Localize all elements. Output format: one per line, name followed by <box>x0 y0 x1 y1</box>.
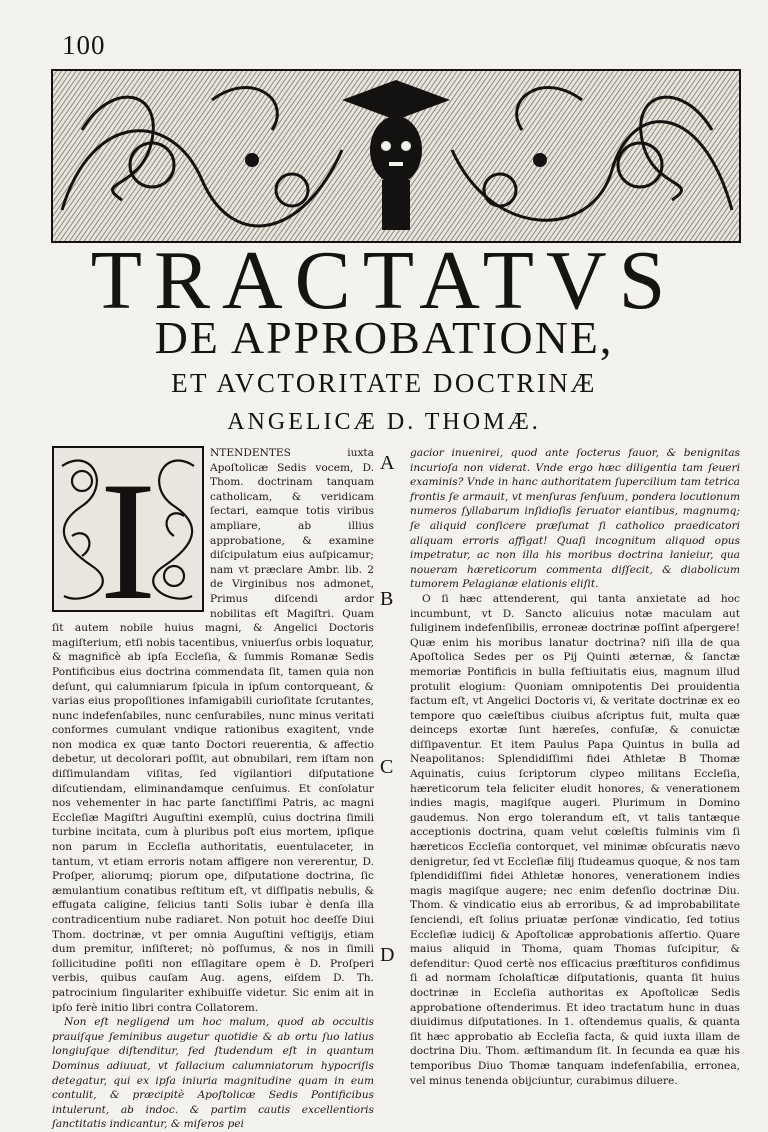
margin-marker-a: A <box>380 452 395 474</box>
page-number: 100 <box>62 30 106 60</box>
title-angelicae: ANGELICÆ D. THOMÆ. <box>227 409 541 435</box>
title-de-approbatione: DE APPROBATIONE, <box>154 312 614 363</box>
right-column <box>410 446 740 1087</box>
margin-marker-c: C <box>380 756 394 778</box>
left-paragraph-1: NTENDENTES iuxta Apoſtolicæ Sedis vocem, D. Thom. doctrinam tanquam catholicam, & veridicam ſectari, eamque totis viribus ampliare, ab illius approbatione, & examine diſcipulatum eius auſpicamur; nam vt præclare Ambr. lib. 2 de Virginibus nos admonet, Primus diſcendi ardor nobilitas eſt Magiſtri. Quam ſit autem nobile huius magni, & Angelici Doctoris magiſterium, etſi nobis tacentibus, vniuerſus orbis loquatur, & magnificè ab ipſa Eccleſia, & ſummis Romanæ Sedis Pontificibus eius doctrina commendata ſit, tamen quia non deſunt, qui calumniarum ſpicula in ipſum contorqueant, & varias eius propoſitiones infamigabili curioſitate ſcrutantes, nunc indefenſabiles, nunc cenſurabiles, nunc minus veritati conformes cumulant vndique rationibus exagitent, vnde non modica ex quæ tanto Doctori reuerentia, & affectio debetur, ut decolorari poſſit, aut obnubilari, rem iſtam non diſſimulandam viſitas, ſed vigilantiori diſputatione diſcutiendam, eliminandamque cenſuimus. Et conſolatur nos vehementer in hac parte ſanctiſſimi Patris, ac magni Eccleſiæ Magiſtri Auguſtini exemplū, cuius doctrina ſimili turbine incitata, cum à pluribus poſt eius mortem, ipſique non parum in Eccleſia authoritatis, euentulaceter, in tantum, vt etiam erroris notam affigere non vererentur, D. Proſper, aliorumq; piorum ope, diſputatione doctrina, ſic æmulantium conatibus reſtitum eſt, vt diſſipatis nebulis, & effugata caligine, ſelicius tanti Solis iubar è denſa illa contradicentium nube radiaret. Non potuit hoc deeſſe Diui Thom. doctrinæ, vt per omnia Auguſtini veſtigijs, etiam dum premitur, inſiſteret; nò poſſumus, & nos in ſimili ſollicitudine poſiti non eſſlagitare opem è D. Proſperi verbis, quibus cauſam Aug. agens, eiſdem D. Th. patrocinium ſingulariter exhibuiſſe videtur. Sic enim ait in ipſo ferè initio libri contra Collatorem. <box>52 447 374 1014</box>
ornamental-headpiece <box>52 70 740 242</box>
drop-cap-ornament <box>52 446 204 635</box>
drop-cap <box>52 446 204 635</box>
margin-marker-b: B <box>380 588 394 610</box>
right-paragraph-1: gacior inuenirei, quod ante ſocterus fauor, & benignitas incurioſa non viderat. Vnde ergo hæc diligentia tam ſeueri examinis? Vnde in hanc authoritatem ſupercilium tam tetrica frontis ſe armauit, vt menſuras ſenſuum, pondera locutionum numeros ſyllabarum inſidioſis ſeruator eiantibus, magnumq; ſe aliquid conſicere præſumat ſi catholico praedicatori aliquam erroris affigat! Quaſi incognitum aliquod opus impetratur, ac non illa his moribus doctrina lanieiur, qua noueram hæreticorum commenta diſſecit, & diabolicum tumorem Pelagianæ elationis eliſit. <box>410 447 740 591</box>
drop-cap-letter: I <box>99 447 157 635</box>
left-paragraph-2: Non eſt negligend um hoc malum, quod ab occultis prauiſque ſeminibus augetur quotidie & ab ortu ſuo latius longiuſque diſtenditur, ſed ſtudendum eſt in quantum Dominus adiuuat, vt fallacium calumniatorum hypocriſis detegatur, qui ex ipſa iniuria magnitudine quam in eum contulit, & præcipitè Apoſtolicæ Sedis Pontificibus intulerunt, ab indoc. & partim cautis excellentioris ſanctitatis indicantur, & miſeros pei <box>52 1016 374 1131</box>
right-paragraph-2: O ſi hæc attenderent, qui tanta anxietate ad hoc incumbunt, vt D. Sancto alicuius notæ maculam aut fuliginem indefenſibilis, erroneæ doctrinæ poſſint aſpergere! Quæ enim his moribus lanatur doctrina? niſi illa de qua Apoſtolica Sedes per os Pij Quinti æternæ, & ſanctæ memoriæ Pontificis in bulla feſtiuitatis eius, magnum illud protulit elogium: Quoniam omnipotentis Dei prouidentia factum eſt, vt Angelici Doctoris vi, & veritate doctrinæ ex eo tempore quo cæleſtibus ciuibus aſcriptus fuit, multa quæ deinceps exortæ ſunt hæreſes, confuſæ, & conuictæ diſſipaventur. Et item Paulus Papa Quintus in bulla ad Neapolitanos: Splendidiſſimi fidei Athletæ B Thomæ Aquinatis, cuius ſcriptorum clypeo militans Eccleſia, hæreticorum tela feliciter eludit honores, & venerationem indies magis, magiſque augeri. Plurimum in Domino gaudemus. Non ergo tolerandum eſt, vt talis tantæque acceptionis doctrina, quam velut cœleſtis fulminis vim ſi hæreticos Eccleſia contorquet, vel minimæ obſcuratis nævo denigretur, ſed vt Eccleſiæ filij ſtudeamus quoque, & nos tam ſplendidiſſimi fidei Athletæ honores, venerationem indies magis magiſque augere; nec enim defenſio doctrinæ Diu. Thom. & vindicatio eius ab erroribus, & ad improbabilitate ſenciendi, eſt ſolius priuatæ perſonæ vindicatio, ſed totius Eccleſiæ iudicij & Apoſtolicæ approbationis aſſertio. Quare maius aliquid in Thoma, quam Thomas ſuſcipitur, & defenditur: Quod certè nos eſſicacius præſtituros confidimus ſi ad normam ſcholaſticæ diſputationis, quanta ſit huius doctrinæ in Eccleſia authoritas ex Apoſtolicæ Sedis approbatione oſtenderimus. Et ideo tractatum hunc in duas diuidimus diſputationes. In 1. oſtendemus qualis, & quanta ſit hæc approbatio ab Eccleſia facta, & quid iuxta illam de doctrina Diu. Thom. æſtimandum ſit. In ſecunda ea quæ his temporibus Diuo Thomæ tanquam indefenſabilia, erronea, vel minus tenenda obijciuntur, curabimus diluere. <box>410 592 740 1087</box>
margin-marker-d: D <box>380 944 395 966</box>
title-et-auctoritate: ET AVCTORITATE DOCTRINÆ <box>171 368 597 398</box>
left-column <box>52 446 374 1131</box>
title-tractatus: TRACTATVS <box>90 234 678 327</box>
